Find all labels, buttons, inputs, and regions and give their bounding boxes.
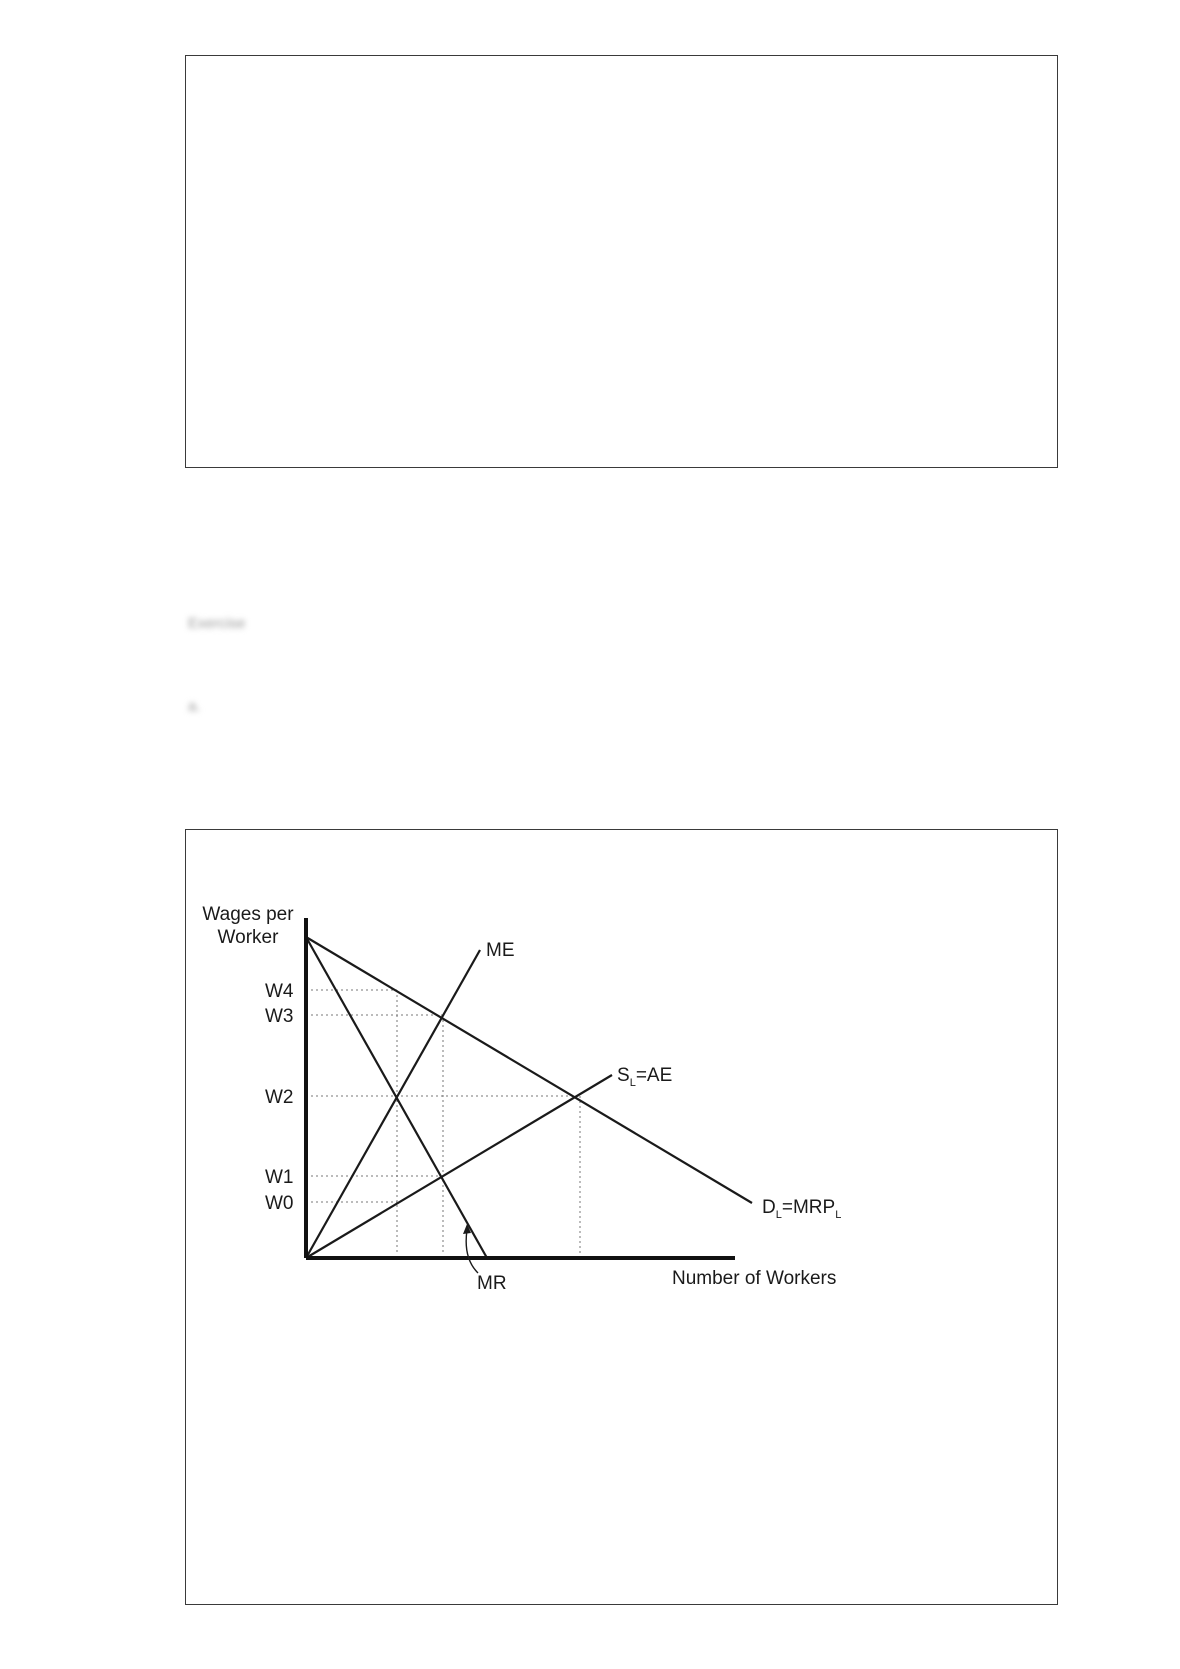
wage-tick-w2: W2 [265, 1087, 294, 1108]
mr-curve-label: MR [477, 1273, 507, 1294]
mr-pointer-arrow [466, 1230, 478, 1273]
wage-tick-w0: W0 [265, 1193, 294, 1214]
blurred-heading: Exercise [188, 615, 246, 632]
guide-lines [306, 990, 580, 1255]
supply-label-subscript: L [629, 1077, 636, 1089]
demand-label-subscript: L [775, 1209, 782, 1221]
x-axis-label: Number of Workers [672, 1268, 837, 1289]
wage-tick-w4: W4 [265, 981, 294, 1002]
wage-tick-w1: W1 [265, 1167, 294, 1188]
supply-curve-label [617, 1065, 672, 1089]
demand-label-subscript2: L [835, 1209, 842, 1221]
y-axis-label-line2: Worker [217, 927, 279, 948]
demand-label-mid: =MRP [781, 1197, 836, 1218]
demand-label-main: D [762, 1197, 776, 1218]
demand-curve-label [762, 1197, 841, 1221]
blurred-item-marker: a. [188, 698, 201, 715]
me-curve-label: ME [486, 940, 515, 961]
demand-curve [306, 937, 752, 1203]
supply-curve [306, 1075, 612, 1258]
marginal-expense-curve [306, 950, 480, 1258]
wage-tick-w3: W3 [265, 1006, 294, 1027]
supply-label-rest: =AE [635, 1065, 673, 1086]
supply-label-main: S [617, 1065, 630, 1086]
y-axis-label-line1: Wages per [202, 904, 294, 925]
